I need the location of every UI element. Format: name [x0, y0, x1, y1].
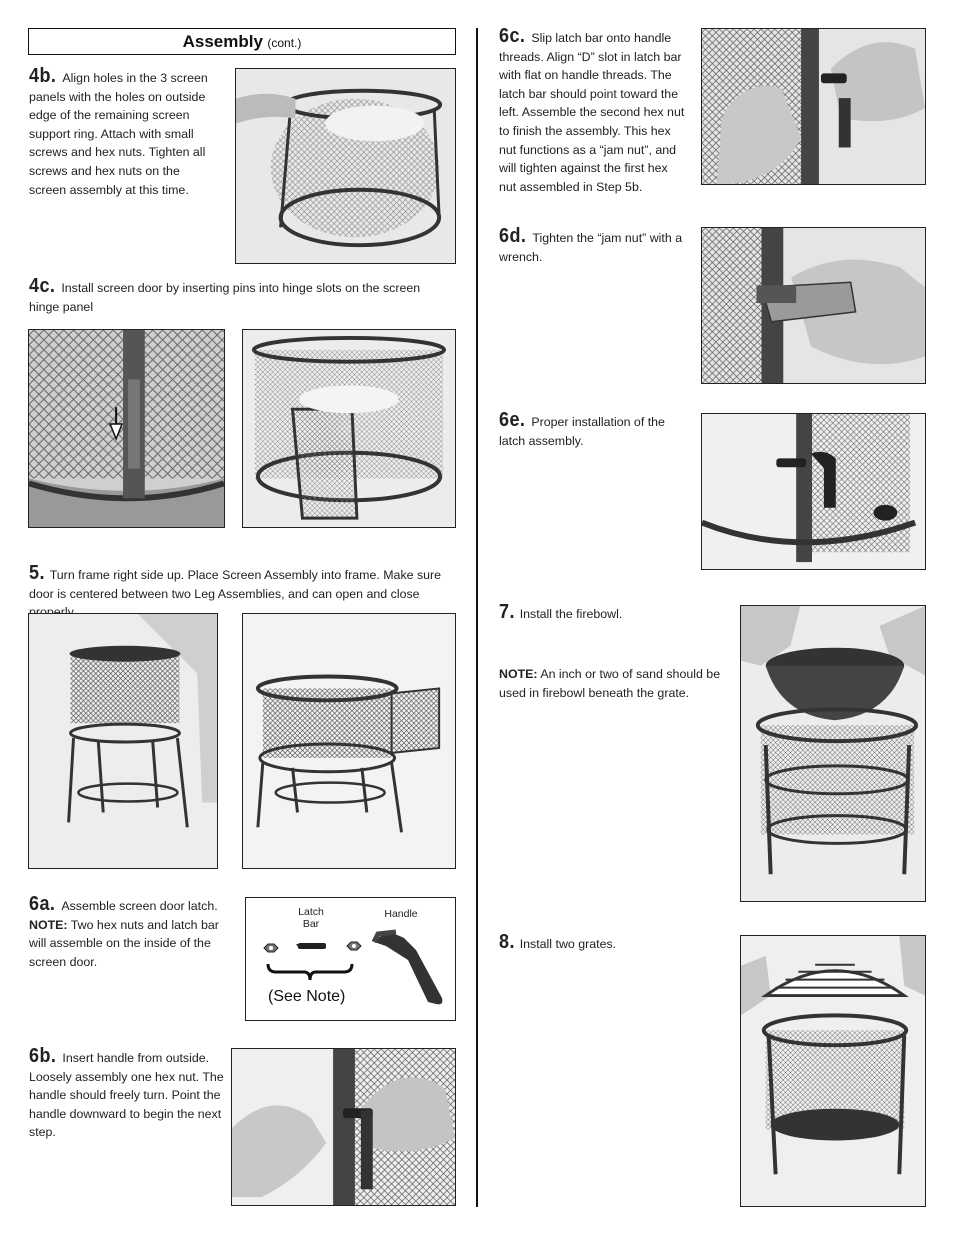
step-6a: [29, 895, 229, 971]
section-subtitle: (cont.): [267, 36, 302, 50]
step-6a-note-label: NOTE:: [29, 917, 68, 932]
step-6b-text: Insert handle from outside. Loosely assembly one hex nut. The handle should freely turn. Point the handle downward to begin the next step.: [29, 1051, 224, 1140]
step-6a-number: 6a.: [29, 893, 56, 915]
step-6a-text: Assemble screen door latch.: [61, 899, 218, 913]
step-7-note-label: NOTE:: [499, 667, 538, 681]
step-6b: [29, 1047, 224, 1142]
photo-6d-wrench: [701, 227, 926, 384]
step-6d: [499, 227, 687, 266]
photo-8-grates: [740, 935, 926, 1207]
step-4b: [29, 67, 219, 199]
step-4c-number: 4c.: [29, 275, 56, 297]
photo-6c-latch-bar: [701, 28, 926, 185]
step-4b-number: 4b.: [29, 65, 57, 87]
photo-5-screen-in-frame: [242, 613, 456, 869]
handle-label: Handle: [384, 908, 418, 920]
step-6c: [499, 27, 687, 196]
section-title: Assembly: [182, 32, 263, 51]
diagram-6a-latch-parts: [245, 897, 456, 1021]
step-7-note: [499, 665, 724, 702]
step-4c: [29, 277, 449, 316]
step-6e-number: 6e.: [499, 409, 526, 431]
photo-6b-insert-handle: [231, 1048, 456, 1206]
column-divider: [476, 28, 478, 1207]
step-6b-number: 6b.: [29, 1045, 57, 1067]
step-6a-note: Two hex nuts and latch bar will assemble on the inside of the screen door.: [29, 917, 219, 969]
photo-7-firebowl: [740, 605, 926, 902]
step-8: [499, 933, 724, 954]
step-5-number: 5.: [29, 562, 45, 584]
latch-bar-label: Latch Bar: [298, 906, 324, 930]
step-6e: [499, 411, 687, 450]
section-header: [28, 28, 456, 55]
step-6d-text: Tighten the “jam nut” with a wrench.: [499, 231, 683, 264]
step-7-text: Install the firebowl.: [519, 607, 623, 621]
step-6e-text: Proper installation of the latch assembly.: [499, 415, 665, 448]
step-6c-text: Slip latch bar onto handle threads. Align “D” slot in latch bar with flat on handle threads. The latch bar should point toward the left. Assemble the second hex nut to finish the assembly. This hex nut functions as a “jam nut”, and will tighten against the first hex nut assembled in Step 5b.: [499, 31, 685, 194]
step-5-text: Turn frame right side up. Place Screen Assembly into frame. Make sure door is centered between two Leg Assemblies, and can open and close: [29, 568, 442, 601]
photo-5-placing-screen: [28, 613, 218, 869]
step-6c-number: 6c.: [499, 25, 526, 47]
step-6d-number: 6d.: [499, 225, 527, 247]
step-7: [499, 603, 724, 624]
photo-6e-latch-installed: [701, 413, 926, 570]
photo-4c-door-installed: [242, 329, 456, 528]
step-8-text: Install two grates.: [519, 937, 617, 951]
step-4c-text: Install screen door by inserting pins into hinge slots on the screen hinge panel: [29, 281, 421, 314]
photo-4b-screen-assembly: [235, 68, 456, 264]
photo-4c-hinge-closeup: [28, 329, 225, 528]
see-note-label: (See Note): [268, 988, 346, 1005]
step-4b-text: Align holes in the 3 screen panels with the holes on outside edge of the remaining screen support ring. Attach with small screws and hex nuts. Tighten all screws and hex nuts on the screen assembly at this time.: [29, 71, 208, 197]
step-7-number: 7.: [499, 601, 515, 623]
step-8-number: 8.: [499, 931, 515, 953]
step-7-note-text: An inch or two of sand should be used in firebowl beneath the grate.: [499, 667, 721, 700]
